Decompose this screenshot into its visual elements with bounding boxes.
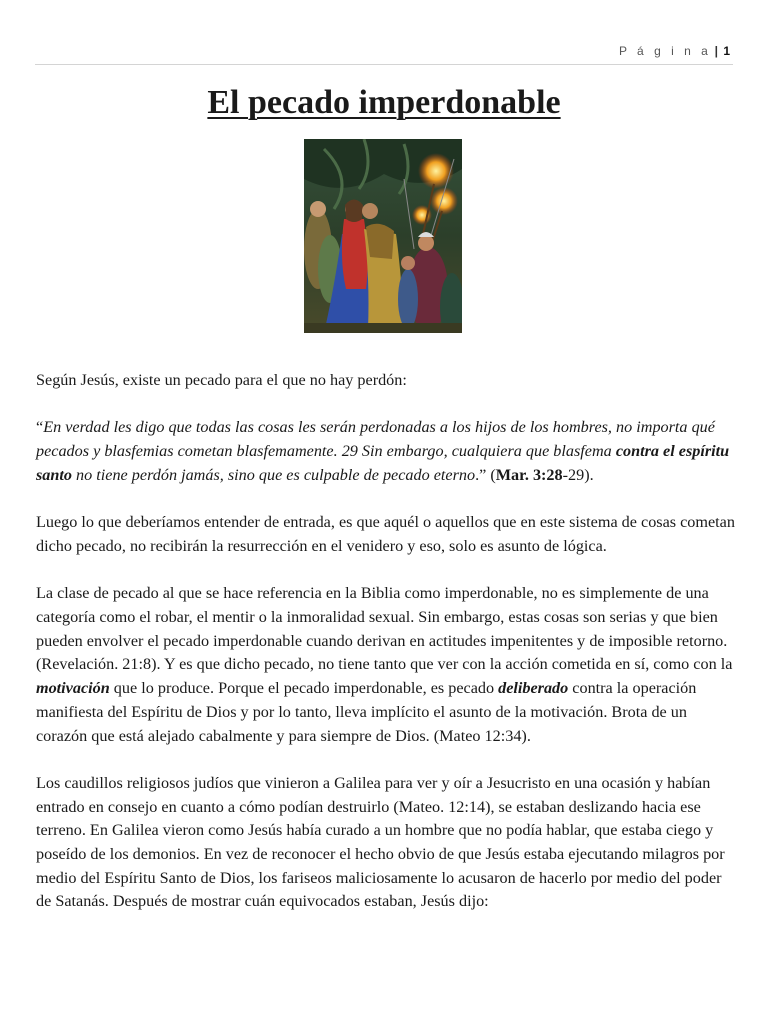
page-label: P á g i n a [618, 44, 712, 58]
paragraph-text: La clase de pecado al que se hace referencia en la Biblia como imperdonable, no es simplemente de una categoría como el robar, el mentir o la inmoralidad sexual. Sin embargo, estas cosas son serias y que bien pueden envolver el pecado imperdonable cuando derivan en actitudes impenitentes y de imposible retorno. (Revelación. 21:8). Y es que dicho pecado, no tiene tanto que ver con la acción cometida en sí, como con la [36, 584, 733, 674]
emphasis-motivacion: motivación [36, 679, 110, 698]
quote-text: En verdad les digo que todas las cosas les serán perdonadas a los hijos de los hombres, no importa qué pecados y blasfemias cometan blasfemamente. 29 Sin embargo, cualquiera que blasfema [36, 418, 715, 461]
paragraph [36, 582, 736, 748]
page-number: 1 [723, 44, 730, 58]
quote-text: no tiene perdón jamás, sino que es culpable de pecado eterno [72, 465, 476, 484]
bible-reference: Mar. 3:28 [495, 465, 563, 484]
header-divider [35, 64, 733, 65]
bible-reference-end: -29). [562, 465, 594, 484]
paragraph: Los caudillos religiosos judíos que vinieron a Galilea para ver y oír a Jesucristo en una ocasión y habían entrado en consejo en cuanto a cómo podían destruirlo (Mateo. 12:14), se estaban deslizando hacia ese terreno. En Galilea vieron como Jesús había curado a un hombre que no podía hablar, que estaba ciego y poseído de los demonios. En vez de reconocer el hecho obvio de que Jesús estaba ejecutando milagros por medio del Espíritu Santo de Dios, los fariseos maliciosamente lo acusaron de hacerlo por medio del poder de Satanás. Después de mostrar cuán equivocados estaban, Jesús dijo: [36, 773, 725, 911]
scripture-quote-paragraph [36, 416, 736, 487]
paragraph: Luego lo que deberíamos entender de entrada, es que aquél o aquellos que en este sistema de cosas cometan dicho pecado, no recibirán la resurrección en el venidero y eso, solo es asunto de lógica. [36, 513, 735, 555]
paragraph-text: contra la operación manifiesta del Espíritu de Dios y por lo tanto, lleva implícito el asunto de la motivación. Brota de un corazón que está alejado cabalmente y para siempre de Dios. (Mateo 12:34). [36, 679, 697, 745]
paragraph-text: que lo produce. Porque el pecado imperdonable, es pecado [109, 679, 499, 698]
page-separator: | [714, 44, 718, 58]
page-header [619, 44, 730, 58]
paragraph: Según Jesús, existe un pecado para el que no hay perdón: [36, 371, 407, 389]
quote-close: .” ( [475, 465, 496, 484]
body-text [36, 369, 736, 938]
quote-emphasis: contra el espíritu santo [36, 442, 730, 484]
document-title: El pecado imperdonable [207, 84, 561, 121]
illustration-image [304, 139, 462, 333]
quote-open-mark: “ [36, 418, 44, 437]
emphasis-deliberado: deliberado [498, 679, 569, 698]
painting-svg [304, 139, 462, 333]
